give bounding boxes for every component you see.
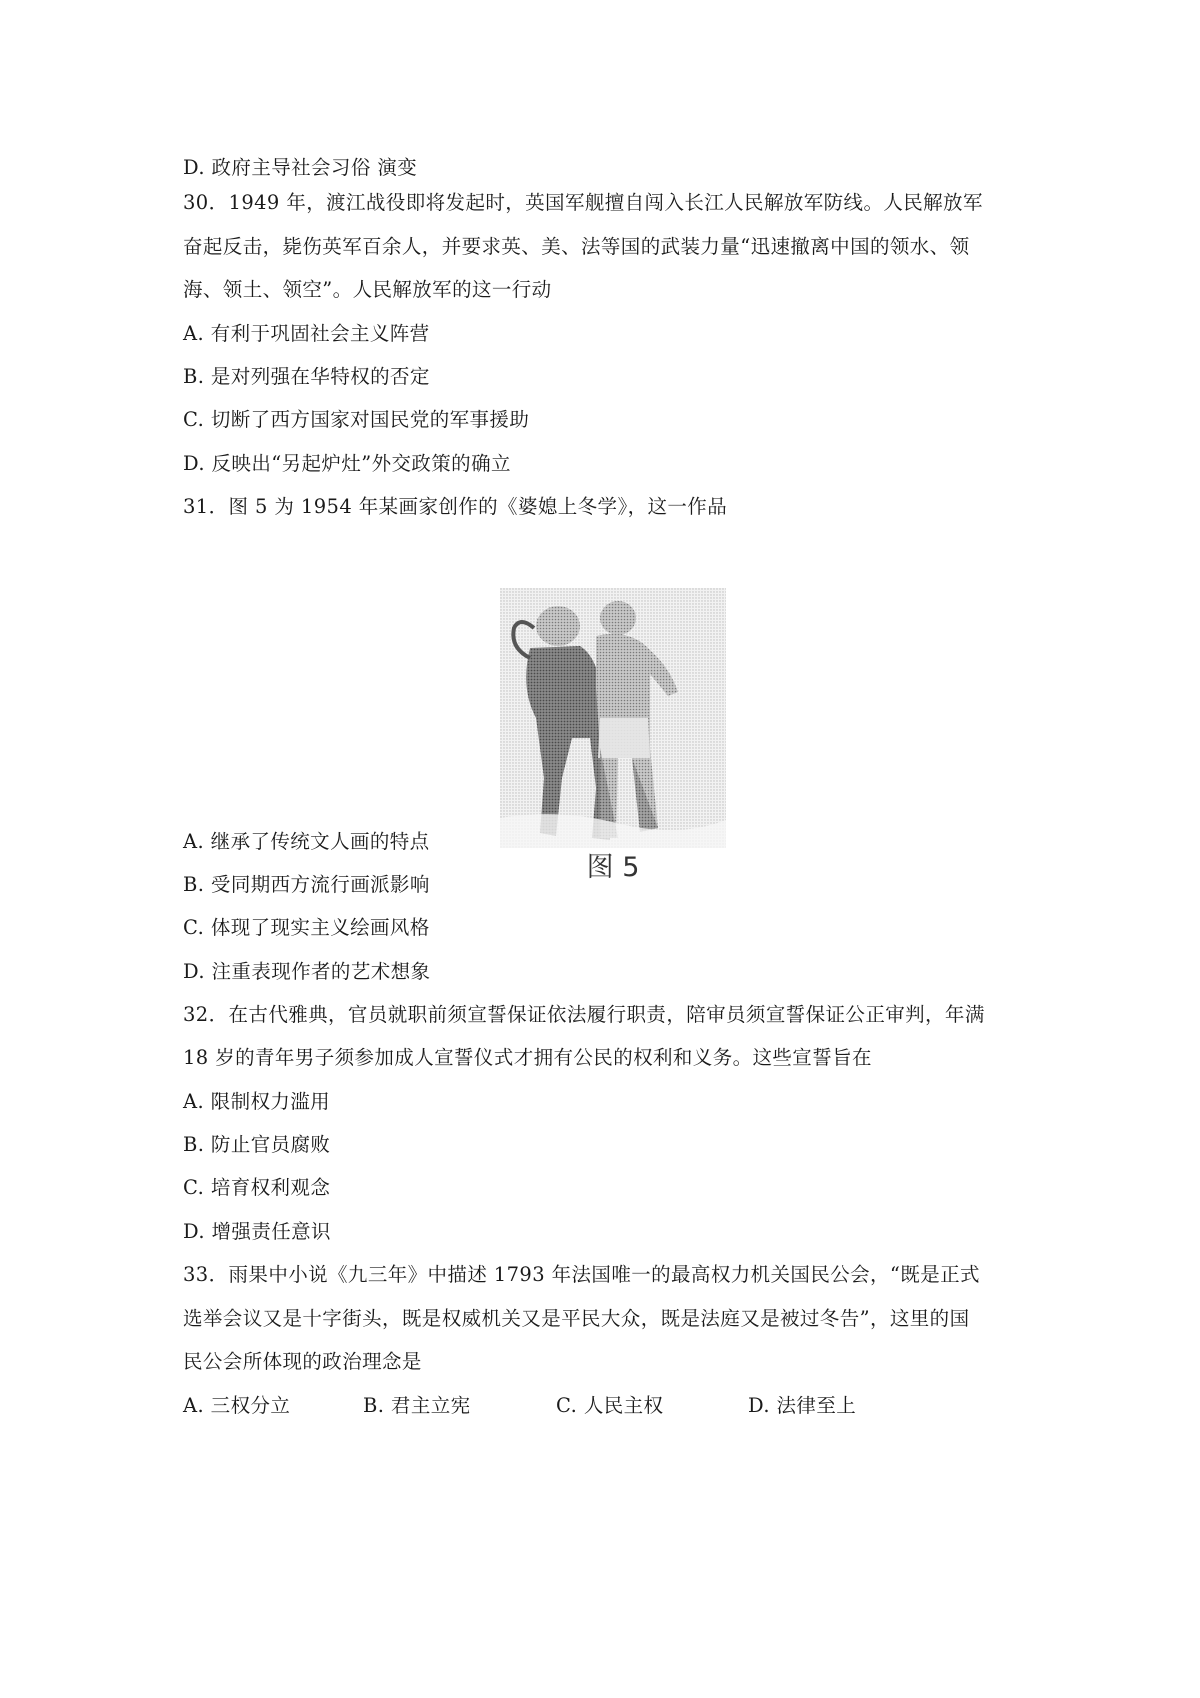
- q32-option-d: D. 增强责任意识: [183, 1220, 331, 1243]
- q30-stem-line-1: 30．1949 年，渡江战役即将发起时，英国军舰擅自闯入长江人民解放军防线。人民解放军: [183, 191, 983, 214]
- q32-option-c: C. 培育权利观念: [183, 1176, 331, 1199]
- q33-stem-line-3: 民公会所体现的政治理念是: [183, 1350, 422, 1373]
- q31-option-a: A. 继承了传统文人画的特点: [183, 830, 430, 853]
- q30-stem-line-3: 海、领土、领空”。人民解放军的这一行动: [183, 278, 552, 301]
- q32-option-b: B. 防止官员腐败: [183, 1133, 331, 1156]
- q31-option-c: C. 体现了现实主义绘画风格: [183, 916, 430, 939]
- q33-stem-line-1: 33．雨果中小说《九三年》中描述 1793 年法国唯一的最高权力机关国民公会，“既是正式: [183, 1263, 980, 1286]
- q30-option-c: C. 切断了西方国家对国民党的军事援助: [183, 408, 530, 431]
- figure-5-painting: [500, 588, 726, 888]
- q32-option-a: A. 限制权力滥用: [183, 1090, 331, 1113]
- q32-stem-line-2: 18 岁的青年男子须参加成人宣誓仪式才拥有公民的权利和义务。这些宣誓旨在: [183, 1046, 872, 1069]
- q31-option-d: D. 注重表现作者的艺术想象: [183, 960, 431, 983]
- figure-caption: 图 5: [586, 852, 640, 883]
- q33-option-d: D. 法律至上: [748, 1394, 857, 1417]
- painting-illustration: [500, 588, 726, 848]
- q30-option-b: B. 是对列强在华特权的否定: [183, 365, 430, 388]
- q33-option-b: B. 君主立宪: [363, 1394, 471, 1417]
- q33-option-a: A. 三权分立: [183, 1394, 291, 1417]
- q32-stem-line-1: 32．在古代雅典，官员就职前须宣誓保证依法履行职责，陪审员须宣誓保证公正审判，年满: [183, 1003, 985, 1026]
- q30-option-a: A. 有利于巩固社会主义阵营: [183, 322, 430, 345]
- q31-option-b: B. 受同期西方流行画派影响: [183, 873, 430, 896]
- q29-option-d: D. 政府主导社会习俗 演变: [183, 156, 418, 179]
- q31-stem: 31．图 5 为 1954 年某画家创作的《婆媳上冬学》，这一作品: [183, 495, 728, 518]
- q33-stem-line-2: 选举会议又是十字街头，既是权威机关又是平民大众，既是法庭又是被过冬告”，这里的国: [183, 1307, 970, 1330]
- q30-option-d: D. 反映出“另起炉灶”外交政策的确立: [183, 452, 511, 475]
- q30-stem-line-2: 奋起反击，毙伤英军百余人，并要求英、美、法等国的武装力量“迅速撤离中国的领水、领: [183, 235, 970, 258]
- q33-option-c: C. 人民主权: [556, 1394, 664, 1417]
